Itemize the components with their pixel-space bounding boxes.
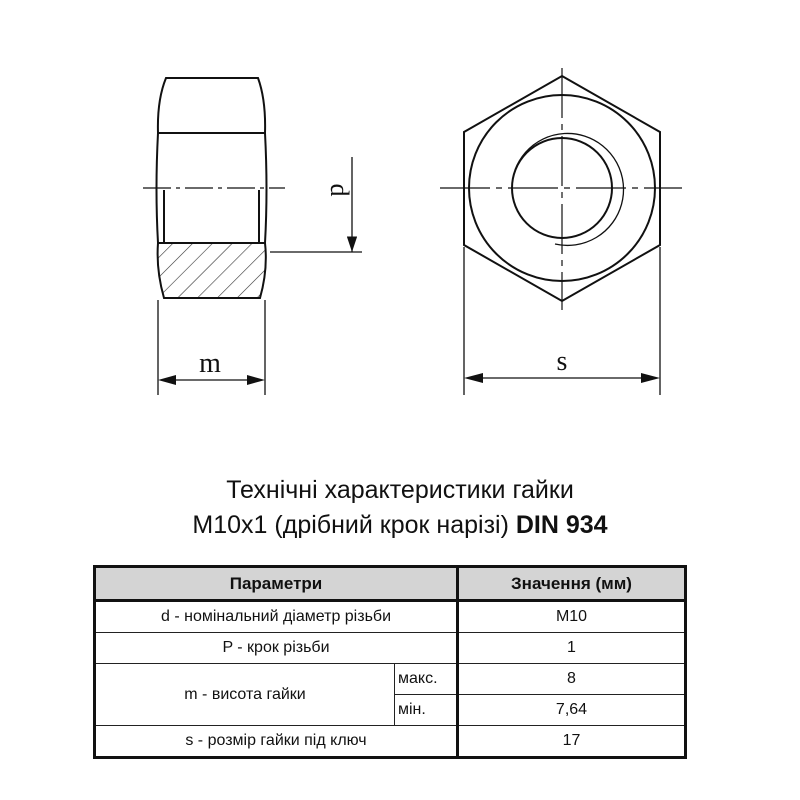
title-line-2	[0, 511, 800, 540]
side-view	[143, 78, 362, 395]
table-row	[95, 664, 686, 695]
label-d: d	[325, 183, 354, 197]
label-m: m	[199, 348, 221, 379]
table-row	[95, 633, 686, 664]
title-standard: DIN 934	[515, 511, 608, 539]
value-cell: 7,64	[458, 695, 686, 726]
sub-label-max: макс.	[395, 664, 458, 695]
label-s: s	[556, 346, 568, 377]
table-row	[95, 601, 686, 633]
param-cell: P - крок різьби	[95, 633, 458, 664]
specs-table	[93, 565, 687, 759]
value-cell: 8	[458, 664, 686, 695]
table-header	[95, 567, 686, 601]
value-cell: M10	[458, 601, 686, 633]
table-row	[95, 726, 686, 758]
value-cell: 1	[458, 633, 686, 664]
header-values: Значення (мм)	[458, 567, 686, 601]
sub-label-min: мін.	[395, 695, 458, 726]
title-text: M10x1 (дрібний крок нарізі)	[192, 511, 516, 539]
param-cell: s - розмір гайки під ключ	[95, 726, 458, 758]
param-cell: d - номінальний діаметр різьби	[95, 601, 458, 633]
param-cell: m - висота гайки	[95, 664, 395, 726]
title-line-1: Технічні характеристики гайки	[226, 476, 574, 504]
value-cell: 17	[458, 726, 686, 758]
header-parameters: Параметри	[95, 567, 458, 601]
